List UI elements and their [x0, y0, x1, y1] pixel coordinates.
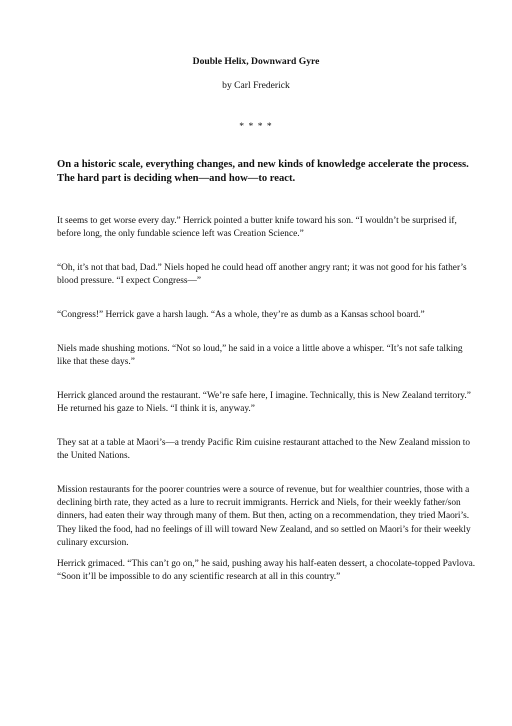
paragraph: Niels made shushing motions. “Not so loud,” he said in a voice a little above a whisper. “It’s not safe talking like that these days.” [57, 344, 463, 368]
paragraph: Herrick glanced around the restaurant. “We’re safe here, I imagine. Technically, this is New Zealand territory.” He returned his gaze to Niels. “I think it is, anyway.” [57, 391, 471, 415]
story-title: Double Helix, Downward Gyre [192, 56, 320, 67]
author-byline: by Carl Frederick [222, 80, 290, 91]
paragraph: Mission restaurants for the poorer countries were a source of revenue, but for wealthier countries, those with a declining birth rate, they acted as a lure to recruit immigrants. Herrick and Niels, for their weekly father/son dinners, had eaten their way through many of them. But then, acting on a recommendation, they tried Maori’s. They liked the food, had no feelings of ill will toward New Zealand, and so settled on Maori’s for their weekly culinary excursion. [57, 485, 471, 548]
intro-blurb: On a historic scale, everything changes, and new kinds of knowledge accelerate the process. The hard part is deciding when—and how—to react. [57, 159, 469, 184]
section-separator: * * * * [239, 121, 273, 132]
paragraph: “Congress!” Herrick gave a harsh laugh. “As a whole, they’re as dumb as a Kansas school board.” [57, 310, 425, 320]
paragraph: “Oh, it’s not that bad, Dad.” Niels hoped he could head off another angry rant; it was not good for his father’s blood pressure. “I expect Congress—” [57, 263, 467, 287]
paragraph: They sat at a table at Maori’s—a trendy Pacific Rim cuisine restaurant attached to the New Zealand mission to the United Nations. [57, 438, 471, 462]
paragraph: Herrick grimaced. “This can’t go on,” he said, pushing away his half-eaten dessert, a chocolate-topped Pavlova. “Soon it’ll be impossible to do any scientific research at all in this country.” [57, 559, 476, 583]
paragraph: It seems to get worse every day.” Herrick pointed a butter knife toward his son. “I wouldn’t be surprised if, before long, the only fundable science left was Creation Science.” [57, 216, 457, 240]
